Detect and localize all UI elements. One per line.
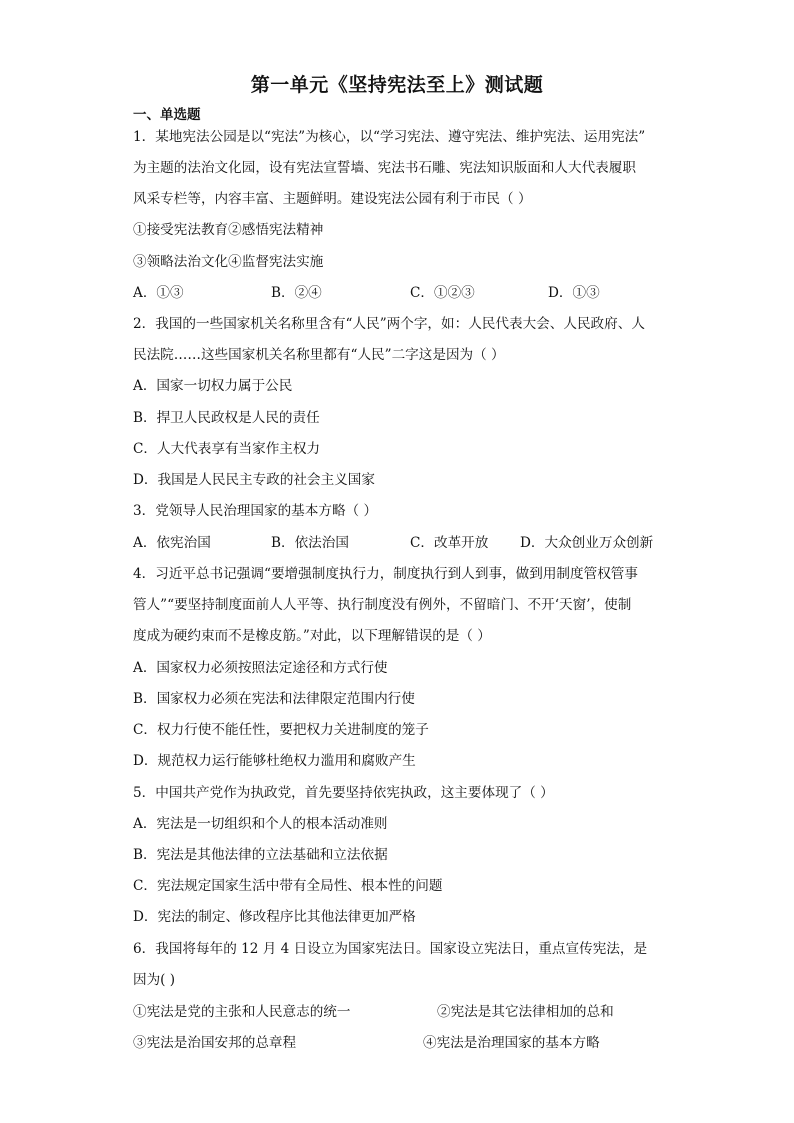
q3-option-c: C．改革开放 <box>410 535 489 551</box>
q3-option-b: B．依法治国 <box>271 535 349 551</box>
section-heading: 一、单选题 <box>133 107 201 123</box>
q5-option-c: C．宪法规定国家生活中带有全局性、根本性的问题 <box>133 878 443 894</box>
q5-option-a: A．宪法是一切组织和个人的根本活动准则 <box>133 816 388 832</box>
q6-item: ③宪法是治国安邦的总章程 <box>133 1035 297 1051</box>
q6-item: ①宪法是党的主张和人民意志的统一 <box>133 1004 351 1020</box>
q6-stem-line: 因为( ) <box>133 972 176 988</box>
q2-option-b: B．捍卫人民政权是人民的责任 <box>133 410 320 426</box>
q2-stem-line: 民法院……这些国家机关名称里都有“人民”二字这是因为（ ） <box>133 347 505 363</box>
q2-option-c: C．人大代表享有当家作主权力 <box>133 441 321 457</box>
q4-option-c: C．权力行使不能任性，要把权力关进制度的笼子 <box>133 722 429 738</box>
q4-stem-line: 度成为硬约束而不是橡皮筋。”对此，以下理解错误的是（ ） <box>133 628 491 644</box>
q5-stem-line: 5．中国共产党作为执政党，首先要坚持依宪执政，这主要体现了（ ） <box>133 785 554 801</box>
q1-item: ①接受宪法教育②感悟宪法精神 <box>133 222 324 238</box>
document-title: 第一单元《坚持宪法至上》测试题 <box>250 74 544 96</box>
q2-stem-line: 2．我国的一些国家机关名称里含有“人民”两个字，如：人民代表大会、人民政府、人 <box>133 316 645 332</box>
q2-option-d: D．我国是人民民主专政的社会主义国家 <box>133 472 375 488</box>
q4-stem-line: 4．习近平总书记强调“要增强制度执行力，制度执行到人到事，做到用制度管权管事 <box>133 566 638 582</box>
q6-stem-line: 6．我国将每年的 12 月 4 日设立为国家宪法日。国家设立宪法日，重点宣传宪法，是 <box>133 941 648 957</box>
q1-stem-line: 风采专栏等，内容丰富、主题鲜明。建设宪法公园有利于市民（ ） <box>133 191 532 207</box>
q1-option-a: A．①③ <box>133 285 184 301</box>
q1-stem-line: 为主题的法治文化园，设有宪法宣誓墙、宪法书石雕、宪法知识版面和人大代表履职 <box>133 160 636 176</box>
q1-option-c: C．①②③ <box>410 285 475 301</box>
q6-item: ②宪法是其它法律相加的总和 <box>437 1004 614 1020</box>
q4-stem-line: 管人”“要坚持制度面前人人平等、执行制度没有例外，不留暗门、不开‘天窗’，使制 <box>133 597 632 613</box>
q1-item: ③领略法治文化④监督宪法实施 <box>133 254 324 270</box>
q3-option-d: D．大众创业万众创新 <box>520 535 654 551</box>
q3-stem-line: 3．党领导人民治理国家的基本方略（ ） <box>133 503 378 519</box>
q3-option-a: A．依宪治国 <box>133 535 211 551</box>
q4-option-a: A．国家权力必须按照法定途径和方式行使 <box>133 660 388 676</box>
q1-option-b: B．②④ <box>271 285 322 301</box>
q6-item: ④宪法是治理国家的基本方略 <box>423 1035 600 1051</box>
q1-option-d: D．①③ <box>548 285 600 301</box>
q2-option-a: A．国家一切权力属于公民 <box>133 378 293 394</box>
q1-stem-line: 1．某地宪法公园是以“宪法”为核心，以“学习宪法、遵守宪法、维护宪法、运用宪法” <box>133 129 646 145</box>
q4-option-d: D．规范权力运行能够杜绝权力滥用和腐败产生 <box>133 753 416 769</box>
q4-option-b: B．国家权力必须在宪法和法律限定范围内行使 <box>133 691 415 707</box>
q5-option-d: D．宪法的制定、修改程序比其他法律更加严格 <box>133 909 416 925</box>
q5-option-b: B．宪法是其他法律的立法基础和立法依据 <box>133 847 388 863</box>
